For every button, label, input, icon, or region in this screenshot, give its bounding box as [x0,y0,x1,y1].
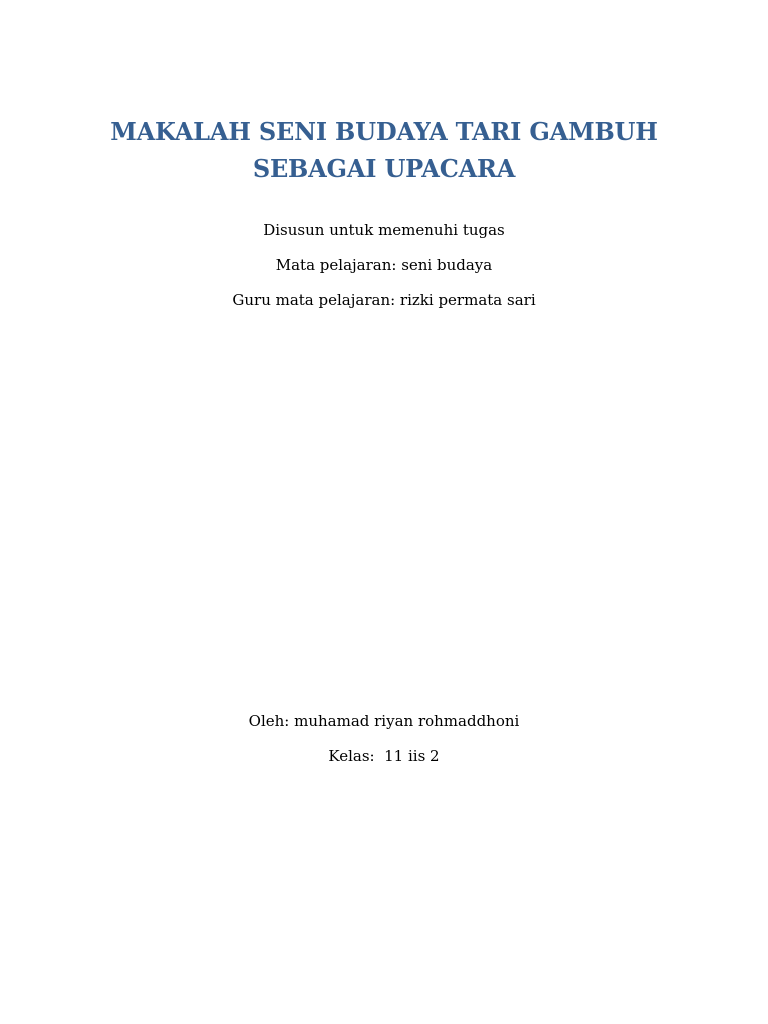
title-line-1: MAKALAH SENI BUDAYA TARI GAMBUH [110,117,658,146]
author-block [0,710,768,780]
purpose-text: Disusun untuk memenuhi tugas [263,221,505,239]
title-line-2: SEBAGAI UPACARA [252,154,516,183]
author-text: Oleh: muhamad riyan rohmaddhoni [248,712,520,730]
purpose-block [0,219,768,324]
subject-text: Mata pelajaran: seni budaya [275,256,493,274]
document-title [0,113,768,187]
teacher-text: Guru mata pelajaran: rizki permata sari [232,291,536,309]
class-text: Kelas: 11 iis 2 [328,747,440,765]
